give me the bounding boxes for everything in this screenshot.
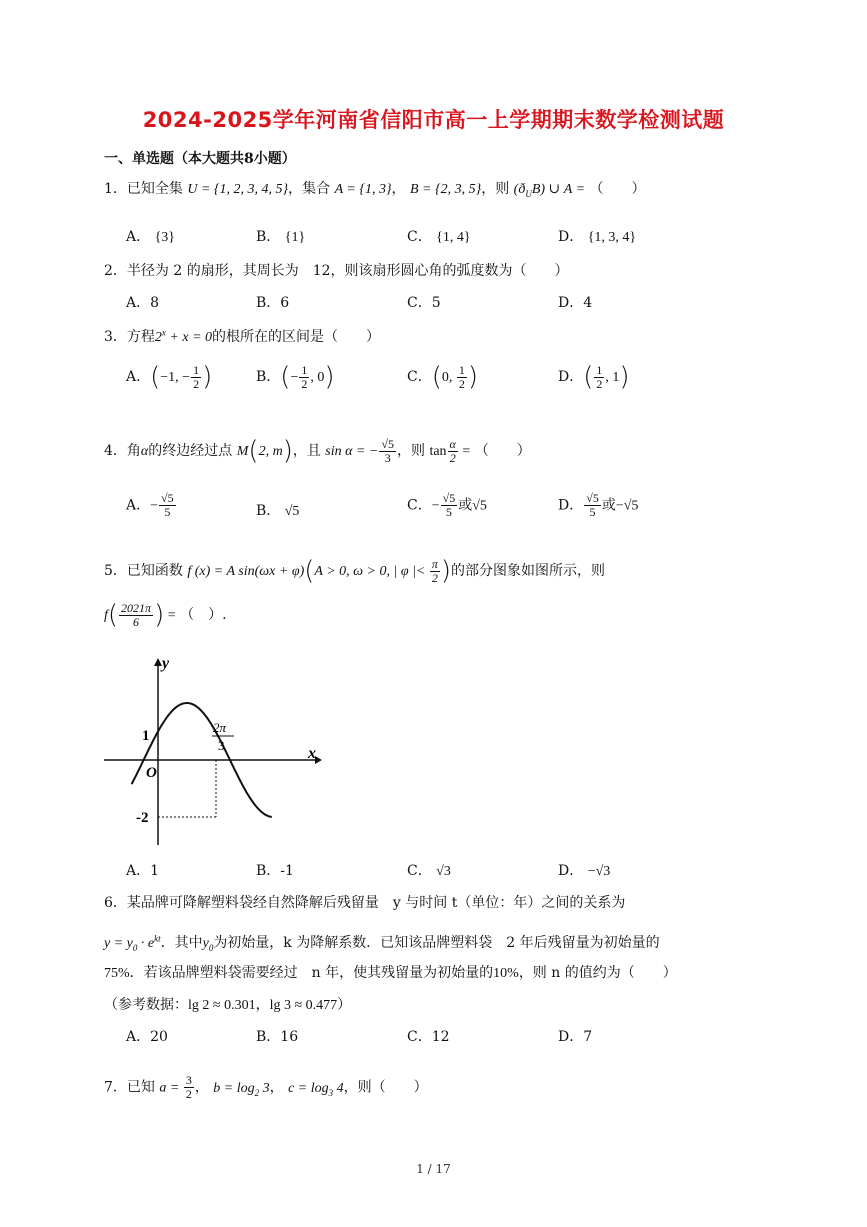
q5-option-b[interactable]: B．-1 <box>256 863 294 879</box>
question-3: 3．方程$2^x + x = 0$的根所在的区间是（ ） <box>104 327 381 345</box>
q2-option-a[interactable]: A．8 <box>126 295 160 311</box>
question-4: 4．角α的终边经过点 M(2, m)，且 sin α = − $\frac{√5}{3}$ ，则 tan $\frac{\alpha}{2}$ = （ ） <box>104 436 531 466</box>
x-axis-arrow <box>315 756 322 764</box>
x-axis-label: x <box>308 745 316 762</box>
y-axis-label: y <box>162 655 170 672</box>
x-tick-denominator: 3 <box>218 738 225 753</box>
x-tick-numerator: 2π <box>213 720 227 735</box>
q6-option-b[interactable]: B．16 <box>256 1029 299 1045</box>
q4-option-c[interactable]: C．− $\frac{√5}{5}$ 或√5 <box>407 491 487 519</box>
document-title: 2024-2025学年河南省信阳市高一上学期期末数学检测试题 <box>142 108 725 132</box>
question-2: 2．半径为 2 的扇形，其周长为 12，则该扇形圆心角的弧度数为（ ） <box>104 263 569 279</box>
origin-label: O <box>146 765 157 781</box>
q4-option-d[interactable]: D． $\frac{√5}{5}$ 或−√5 <box>558 491 639 519</box>
question-6: 6．某品牌可降解塑料袋经自然降解后残留量 y 与时间 t（单位：年）之间的关系为 <box>104 895 626 911</box>
q3-option-a[interactable]: A．(−1, − $\frac{1}{2}$ ) <box>126 362 213 392</box>
question-6-line-3: 75%．若该品牌塑料袋需要经过 n 年，使其残留量为初始量的10%，则 n 的值约为（ ） <box>104 965 677 981</box>
page-number: 1 / 17 <box>416 1162 451 1176</box>
q2-option-d[interactable]: D．4 <box>558 295 593 311</box>
q3-option-c[interactable]: C．(0, $\frac{1}{2}$ ) <box>407 362 479 392</box>
q1-option-c[interactable]: C． {1, 4} <box>407 229 471 245</box>
question-7: 7．已知 a = $\frac{3}{2}$ ， $b = \log_2 3$， $c = \log_3 4$，则（ ） <box>104 1073 428 1101</box>
q5-option-a[interactable]: A．1 <box>126 863 160 879</box>
set-b: B = {2, 3, 5} <box>410 182 482 197</box>
function-graph <box>100 650 340 850</box>
q3-option-d[interactable]: D．( $\frac{1}{2}$ , 1) <box>558 362 630 392</box>
q6-option-d[interactable]: D．7 <box>558 1029 593 1045</box>
question-1: 1．已知全集 U = {1, 2, 3, 4, 5}，集合 A = {1, 3}， B = {2, 3, 5}，则 $(ð_UB)$ ∪ A = （ ） <box>104 181 646 199</box>
section-heading: 一、单选题（本大题共8小题） <box>104 151 296 167</box>
q1-option-a[interactable]: A． {3} <box>126 229 176 245</box>
y-tick-1: 1 <box>142 728 150 744</box>
q4-option-a[interactable]: A．− $\frac{√5}{5}$ <box>126 491 174 519</box>
q5-option-c[interactable]: C． √3 <box>407 863 451 879</box>
q2-option-c[interactable]: C．5 <box>407 295 441 311</box>
question-5: 5．已知函数 f (x) = A sin(ωx + φ)(A > 0, ω > 0, | φ |< $\frac{\pi}{2}$ )的部分图象如图所示，则 <box>104 556 606 586</box>
q5-option-d[interactable]: D． −√3 <box>558 863 611 879</box>
q6-option-a[interactable]: A．20 <box>126 1029 168 1045</box>
y-axis-arrow <box>154 658 162 666</box>
q2-option-b[interactable]: B．6 <box>256 295 290 311</box>
question-6-line-2: $y = y_0 \cdot e^{kt}$．其中$y_0$为初始量，k 为降解系数．已知该品牌塑料袋 2 年后残留量为初始量的 <box>104 933 660 953</box>
set-u: U = {1, 2, 3, 4, 5} <box>187 182 289 197</box>
q6-option-c[interactable]: C．12 <box>407 1029 450 1045</box>
q4-option-b[interactable]: B． √5 <box>256 503 300 519</box>
q1-option-d[interactable]: D． {1, 3, 4} <box>558 229 637 245</box>
question-5-expression: f( $\frac{2021\pi}{6}$ ) = （ ）. <box>104 600 227 630</box>
complement-expression: $(ð_UB)$ ∪ A = <box>513 182 586 199</box>
q3-option-b[interactable]: B．(− $\frac{1}{2}$ , 0) <box>256 362 335 392</box>
set-a: A = {1, 3} <box>334 182 392 197</box>
question-6-reference-data: （参考数据：lg 2 ≈ 0.301，lg 3 ≈ 0.477） <box>104 997 352 1013</box>
y-tick-neg2: -2 <box>136 810 149 826</box>
q1-option-b[interactable]: B． {1} <box>256 229 306 245</box>
